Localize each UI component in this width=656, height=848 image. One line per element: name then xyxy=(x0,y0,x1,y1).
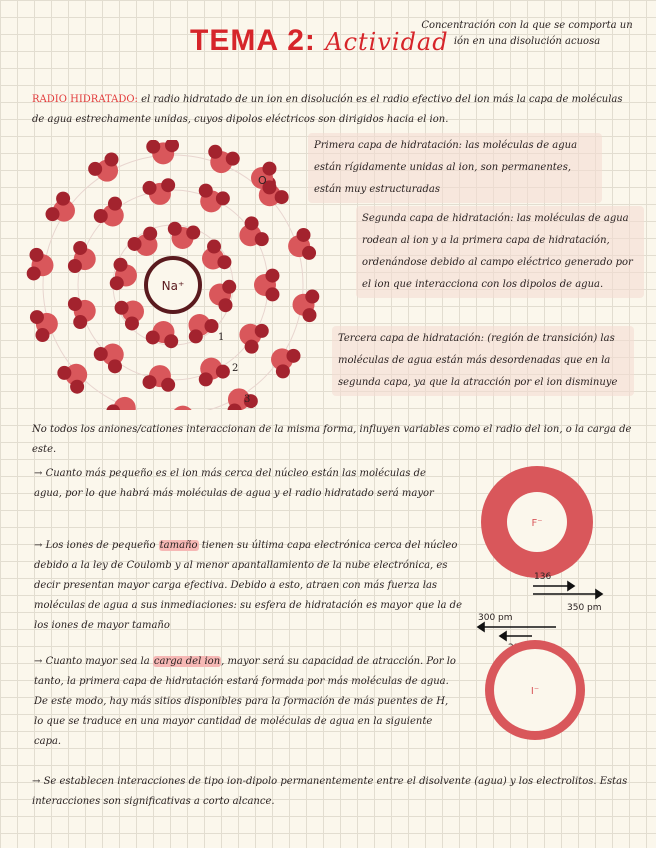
water-molecule xyxy=(128,227,158,256)
water-molecule xyxy=(68,297,96,329)
water-molecule xyxy=(271,348,300,378)
central-ion-label: Na⁺ xyxy=(161,279,185,293)
water-molecule xyxy=(46,192,75,222)
fluoride-label: F⁻ xyxy=(531,518,543,529)
bullet-size xyxy=(34,464,434,504)
water-molecule xyxy=(199,184,230,213)
label-300: 300 pm xyxy=(478,613,513,623)
water-molecule xyxy=(88,153,118,182)
label-136: 136 xyxy=(534,572,552,582)
water-molecule xyxy=(239,324,268,354)
water-oxygen-label: O xyxy=(258,174,267,187)
water-molecule xyxy=(27,248,54,281)
water-molecule xyxy=(143,178,176,205)
ion-comparison-diagram xyxy=(470,462,650,752)
water-molecule xyxy=(94,197,124,227)
water-molecule xyxy=(208,145,239,173)
water-molecule xyxy=(293,290,320,323)
third-layer-note: Tercera capa de hidratación: (región de transición) las moléculas de agua están más desordenadas que en la segunda capa, ya que la atracción por el ion disminuye xyxy=(332,326,634,396)
hydration-diagram xyxy=(0,140,340,410)
definition-term: RADIO HIDRATADO: xyxy=(32,94,138,105)
water-molecule xyxy=(167,406,200,410)
water-molecule xyxy=(199,358,230,387)
water-molecule xyxy=(68,241,96,273)
bullet-charge xyxy=(34,652,460,752)
ring-label-2: 2 xyxy=(232,363,239,374)
title-main: TEMA 2: xyxy=(190,24,316,57)
page-title xyxy=(190,24,449,58)
water-molecule xyxy=(94,344,124,374)
water-molecule xyxy=(202,240,231,270)
bullet-coulomb-pre: Los iones de pequeño xyxy=(45,540,159,551)
bullet-ion-dipole-text: Se establecen interacciones de tipo ion-dipolo permanentemente entre el disolvente (agua) y los electrolitos. Estas interacciones son significativas a corto alcance. xyxy=(32,776,628,807)
water-molecule xyxy=(57,364,87,394)
arrow-icon: → xyxy=(34,656,46,667)
bullet-charge-highlight: carga del ion xyxy=(153,656,221,667)
definition xyxy=(32,90,632,130)
ring-label-1: 1 xyxy=(218,332,225,343)
water-molecule xyxy=(146,140,179,164)
iodide-label: I⁻ xyxy=(530,686,540,697)
bullet-charge-post: , mayor será su capacidad de atracción. Por lo tanto, la primera capa de hidratación estará formada por más moléculas de agua. De este modo, hay más sitios disponibles para la formación de más puentes de H, lo que se traduce en una mayor cantidad de moléculas de agua en la siguiente capa. xyxy=(34,656,456,747)
water-molecule xyxy=(239,216,268,246)
intro-text: No todos los aniones/cationes interaccionan de la misma forma, influyen variables como el radio del ion, o la carga de este. xyxy=(32,424,632,455)
arrow-icon: → xyxy=(34,468,46,479)
title-sub: Actividad xyxy=(325,28,449,56)
bullet-ion-dipole xyxy=(32,772,632,812)
water-molecule xyxy=(254,269,279,302)
first-layer-note: Primera capa de hidratación: las moléculas de agua están rígidamente unidas al ion, son permanentes, están muy estructuradas xyxy=(308,133,602,203)
bullet-coulomb-highlight: tamaño xyxy=(159,540,198,551)
header-note: Concentración con la que se comporta un ión en una disolución acuosa xyxy=(421,20,633,47)
bullet-charge-pre: Cuanto mayor sea la xyxy=(45,656,153,667)
bullet-size-text: Cuanto más pequeño es el ion más cerca del núcleo están las moléculas de agua, por lo que habrá más moléculas de agua y el radio hidratado será mayor xyxy=(34,468,434,499)
water-molecule xyxy=(228,388,258,410)
bullet-coulomb-post: tienen su última capa electrónica cerca del núcleo debido a la ley de Coulomb y al menor apantallamiento de la nube electrónica, es decir presentan mayor carga efectiva. Debido a esto, atraen con más fuerza las moléculas de agua a sus inmediaciones: su esfera de hidratación es mayor que la de los iones de mayor tamaño xyxy=(34,540,462,631)
water-molecule xyxy=(189,314,219,343)
arrow-icon: → xyxy=(32,776,44,787)
bullet-coulomb xyxy=(34,536,464,636)
label-350: 350 pm xyxy=(567,603,602,613)
water-molecule xyxy=(143,365,176,392)
arrow-icon: → xyxy=(34,540,46,551)
definition-text: el radio hidratado de un ion en disolución es el radio efectivo del ion más la capa de moléculas de agua estrechamente unidas, cuyos dipolos eléctricos son dirigidos hacia el ion. xyxy=(32,94,623,125)
ring-label-3: 3 xyxy=(244,394,251,405)
second-layer-note: Segunda capa de hidratación: las moléculas de agua rodean al ion y a la primera capa de hidratación, ordenándose debido al campo eléctrico generado por el ion que interacciona con los dipolos de agua. xyxy=(356,206,644,298)
water-molecule xyxy=(115,301,144,331)
